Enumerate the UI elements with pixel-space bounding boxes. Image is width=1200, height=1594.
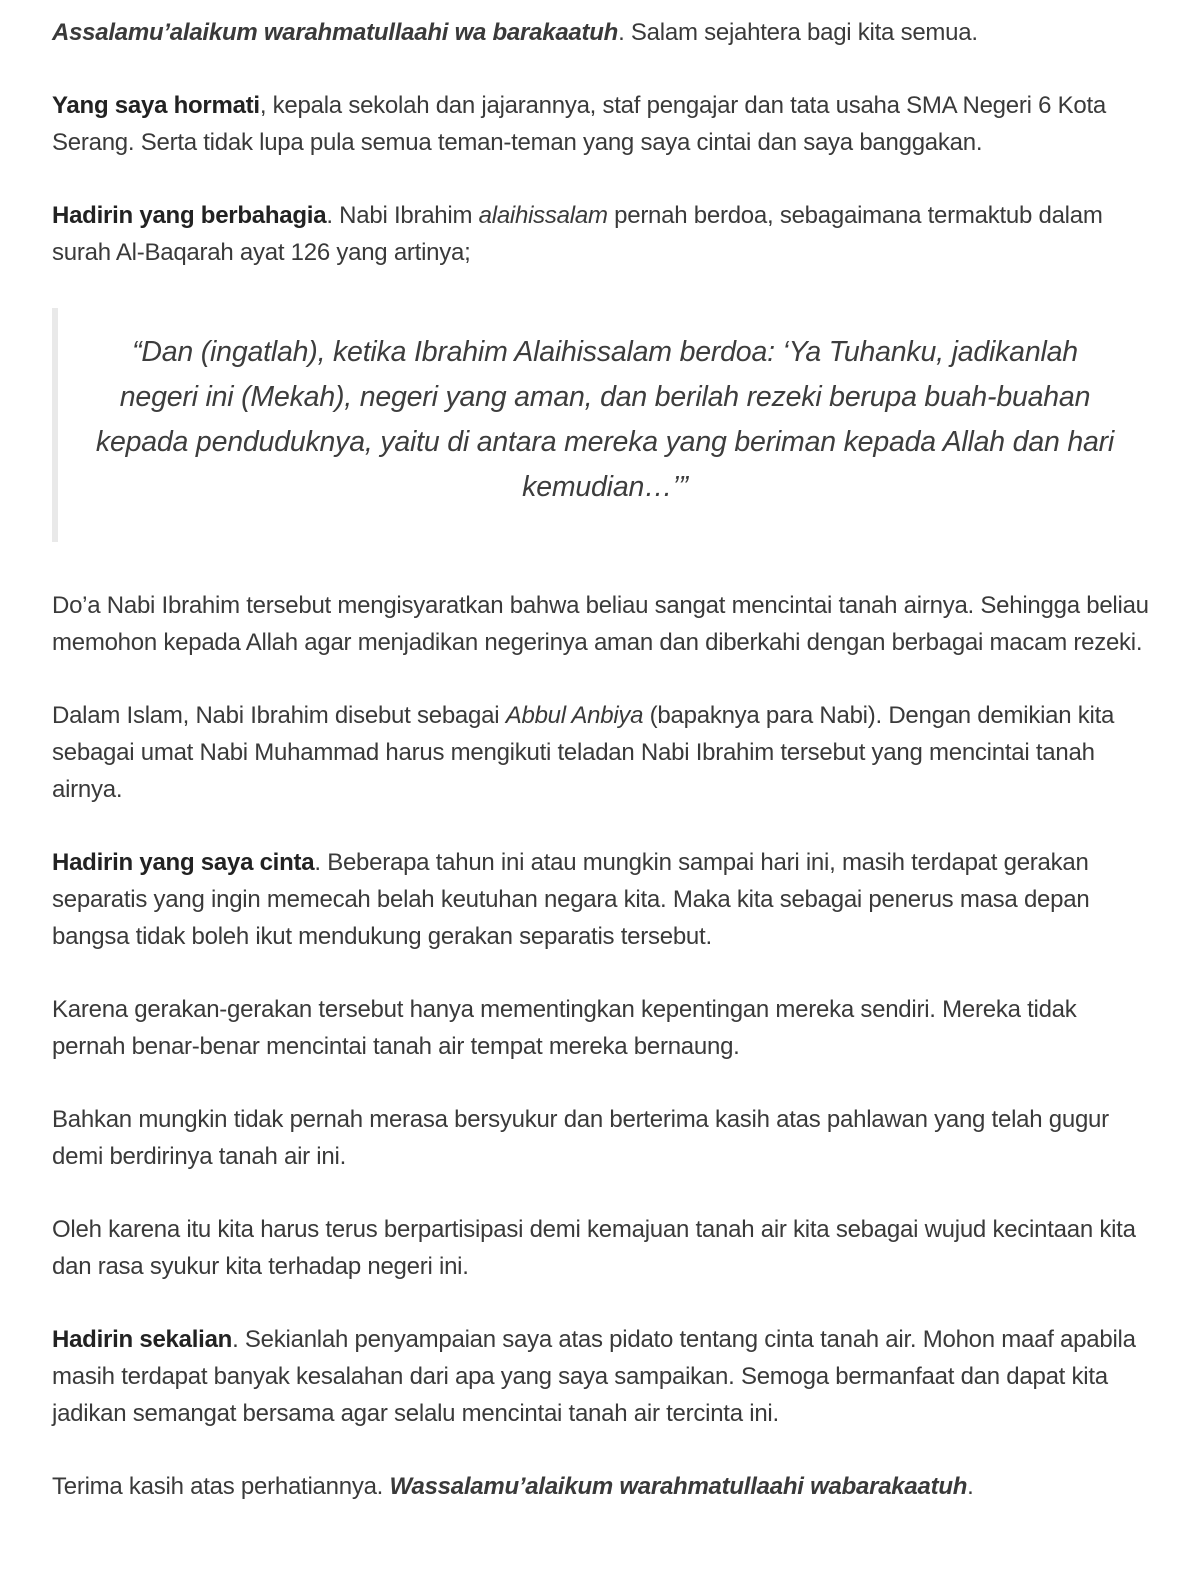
text-run: Terima kasih atas perhatiannya. xyxy=(52,1473,390,1500)
quote-text: “Dan (ingatlah), ketika Ibrahim Alaihissalam berdoa: ‘Ya Tuhanku, jadikanlah negeri ini (Mekah), negeri yang aman, dan berilah rezeki berupa buah-buahan kepada penduduknya, yaitu di antara mereka yang beriman kepada Allah dan hari kemudian…’” xyxy=(95,336,1115,503)
gratitude-paragraph xyxy=(52,1101,1152,1175)
text-run: Bahkan mungkin tidak pernah merasa bersyukur dan berterima kasih atas pahlawan yang telah gugur demi berdirinya tanah air ini. xyxy=(52,1106,1109,1170)
farewell-salam: Wassalamu’alaikum warahmatullaahi wabarakaatuh xyxy=(389,1473,968,1500)
self-interest-paragraph xyxy=(52,991,1152,1065)
quran-blockquote xyxy=(52,308,1152,542)
text-run: Oleh karena itu kita harus terus berpartisipasi demi kemajuan tanah air kita sebagai wujud kecintaan kita dan rasa syukur kita terhadap negeri ini. xyxy=(52,1216,1136,1280)
farewell-paragraph xyxy=(52,1468,1152,1505)
article-body xyxy=(52,14,1152,1541)
bold-lead: Hadirin sekalian xyxy=(52,1326,233,1353)
closing-paragraph xyxy=(52,1321,1152,1432)
text-run: Dalam Islam, Nabi Ibrahim disebut sebagai xyxy=(52,702,506,729)
prayer-intro-paragraph xyxy=(52,197,1152,271)
abbul-anbiya-paragraph xyxy=(52,697,1152,808)
greeting-salam: Assalamu’alaikum warahmatullaahi wa barakaatuh xyxy=(52,19,619,46)
text-run: . Nabi Ibrahim xyxy=(326,202,479,229)
text-run: Karena gerakan-gerakan tersebut hanya mementingkan kepentingan mereka sendiri. Mereka tidak pernah benar-benar mencintai tanah air tempat mereka bernaung. xyxy=(52,996,1077,1060)
prayer-meaning-paragraph xyxy=(52,587,1152,661)
participation-paragraph xyxy=(52,1211,1152,1285)
greeting-paragraph xyxy=(52,14,1152,51)
bold-lead: Hadirin yang saya cinta xyxy=(52,849,315,876)
bold-lead: Yang saya hormati xyxy=(52,92,260,119)
respect-paragraph xyxy=(52,87,1152,161)
text-run: pernah berdoa, sebagaimana termaktub dalam surah Al-Baqarah ayat 126 yang artinya; xyxy=(52,202,1103,266)
text-run: (bapaknya para Nabi). Dengan demikian kita sebagai umat Nabi Muhammad harus mengikuti teladan Nabi Ibrahim tersebut yang mencintai tanah airnya. xyxy=(52,702,1115,803)
text-run: Do’a Nabi Ibrahim tersebut mengisyaratkan bahwa beliau sangat mencintai tanah airnya. Sehingga beliau memohon kepada Allah agar menjadikan negerinya aman dan diberkahi dengan berbagai macam rezeki. xyxy=(52,592,1149,656)
separatism-paragraph xyxy=(52,844,1152,955)
bold-lead: Hadirin yang berbahagia xyxy=(52,202,327,229)
text-run: . Beberapa tahun ini atau mungkin sampai hari ini, masih terdapat gerakan separatis yang ingin memecah belah keutuhan negara kita. Maka kita sebagai penerus masa depan bangsa tidak boleh ikut mendukung gerakan separatis tersebut. xyxy=(52,849,1090,950)
text-run: . Salam sejahtera bagi kita semua. xyxy=(618,19,978,46)
text-run: . xyxy=(967,1473,974,1500)
italic-term: alaihissalam xyxy=(478,202,608,229)
text-run: , kepala sekolah dan jajarannya, staf pengajar dan tata usaha SMA Negeri 6 Kota Serang. Serta tidak lupa pula semua teman-teman yang saya cintai dan saya banggakan. xyxy=(52,92,1107,156)
text-run: . Sekianlah penyampaian saya atas pidato tentang cinta tanah air. Mohon maaf apabila masih terdapat banyak kesalahan dari apa yang saya sampaikan. Semoga bermanfaat dan dapat kita jadikan semangat bersama agar selalu mencintai tanah air tercinta ini. xyxy=(52,1326,1136,1427)
italic-term: Abbul Anbiya xyxy=(505,702,644,729)
